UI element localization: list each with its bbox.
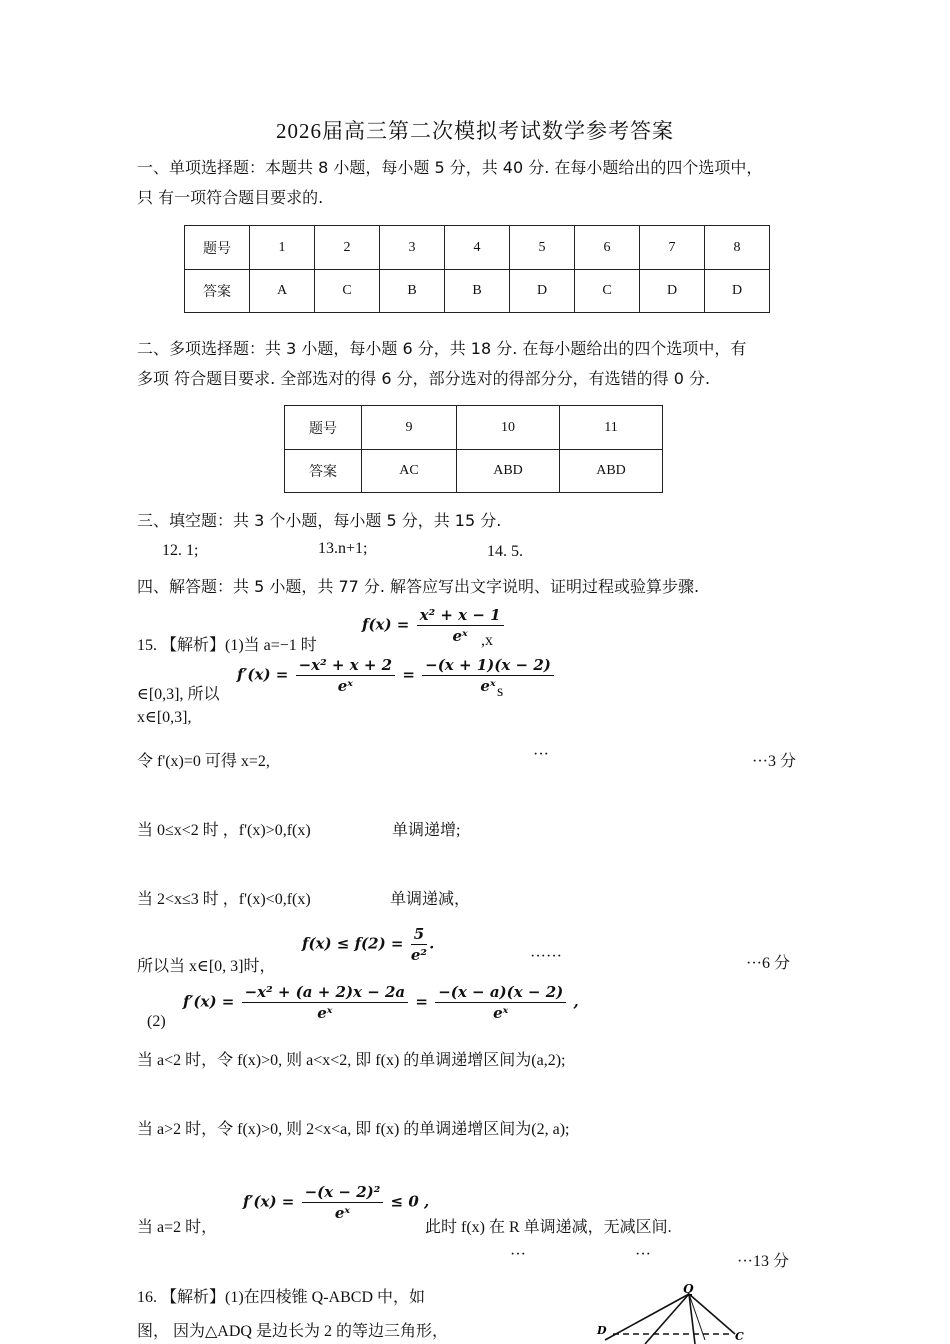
answer-cell: C (575, 270, 640, 313)
section2-heading-line1: 二、多项选择题：共 3 小题，每小题 6 分，共 18 分. 在每小题给出的四个选项中，有 (137, 339, 747, 358)
answer-cell: AC (362, 450, 457, 493)
vertex-label-q: Q (683, 1282, 694, 1296)
question-number: 4 (445, 226, 510, 270)
fraction-denominator: eˣ (452, 627, 468, 645)
q15-case-a-greater-2: 当 a>2 时，令 f(x)>0, 则 2<x<a, 即 f(x) 的单调递增区间为(2, a); (137, 1121, 570, 1138)
dots: ··· (635, 1246, 651, 1263)
q15-max-prefix: 所以当 x∈[0, 3]时， (137, 958, 276, 975)
edge-qd (605, 1294, 689, 1340)
q15-increasing-suffix: 单调递增; (392, 822, 461, 839)
q15-derivative: f′(x) = $\frac{\text{−x² + x + 2}}{\text{eˣ}}$ = $\frac{-(x + 1)(x - 2)}{\text{eˣ}}$ (237, 656, 556, 695)
q15-case-a-equal-2-prefix: 当 a=2 时， (137, 1219, 218, 1236)
question-number: 7 (640, 226, 705, 270)
question-number: 6 (575, 226, 640, 270)
q15-domain2: x∈[0,3], (137, 709, 192, 726)
fraction-numerator: −(x + 1)(x − 2) (422, 656, 554, 676)
fraction-denominator: eˣ (337, 677, 353, 695)
answer-cell: D (640, 270, 705, 313)
table-row-label: 题号 (185, 226, 250, 270)
question-number: 5 (510, 226, 575, 270)
question-number: 3 (380, 226, 445, 270)
section4-heading: 四、解答题：共 5 小题，共 77 分. 解答应写出文字说明、证明过程或验算步骤. (137, 577, 700, 596)
table-row (285, 450, 663, 493)
math-lhs: f′(x) = (243, 1192, 295, 1211)
q15-case3-derivative (243, 1183, 429, 1222)
vertex-label-d: D (597, 1324, 607, 1337)
q15-decreasing-suffix: 单调递减， (390, 891, 471, 908)
pyramid-figure (585, 1282, 765, 1344)
q15-decreasing-prefix: 当 2<x≤3 时 ，f'(x)<0,f(x) (137, 891, 311, 908)
section2-heading-line2: 多项 符合题目要求. 全部选对的得 6 分，部分选对的得部分分，有选错的得 0 分. (137, 369, 711, 388)
q15-zero-line: 令 f'(x)=0 可得 x=2, (137, 753, 270, 770)
table-row-label: 答案 (285, 450, 362, 493)
q15-after-f: ,x (481, 632, 493, 649)
math-period: . (429, 934, 435, 953)
question-number: 9 (362, 406, 457, 450)
fraction-denominator: eˣ (480, 677, 496, 695)
vertex-label-c: C (735, 1330, 744, 1343)
section1-answer-table (184, 225, 770, 313)
table-row (285, 406, 663, 450)
q15-max-expression (302, 925, 434, 964)
answer-14: 14. 5. (487, 543, 523, 560)
answer-cell: ABD (457, 450, 560, 493)
table-row-label: 题号 (285, 406, 362, 450)
q15-case-a-equal-2-suffix: 此时 f(x) 在 R 单调递减，无减区间. (425, 1219, 672, 1236)
table-row (185, 270, 770, 313)
answer-cell: D (510, 270, 575, 313)
q15-part2-derivative: f′(x) = $\frac{\text{−x² + (a + 2)x − 2a}}{\text{eˣ}}$ = $\frac{-(x - a)(x - 2)}{\text{eˣ}}$ , (183, 983, 579, 1022)
fraction-denominator: eˣ (317, 1004, 333, 1022)
dots: ··· (533, 746, 549, 763)
q15-domain-prefix: ∈[0,3], 所以 (137, 686, 220, 703)
table-row-label: 答案 (185, 270, 250, 313)
q15-increasing-prefix: 当 0≤x<2 时 ，f'(x)>0,f(x) (137, 822, 311, 839)
dots: ··· (510, 1246, 526, 1263)
q15-intro: 15. 【解析】(1)当 a=−1 时 (137, 637, 317, 654)
score-mark: ···6 分 (746, 955, 790, 972)
section1-heading-line2: 只 有一项符合题目要求的. (137, 188, 324, 207)
answer-cell: ABD (560, 450, 663, 493)
answer-cell: A (250, 270, 315, 313)
fraction-numerator: x² + x − 1 (417, 606, 504, 626)
fraction-numerator: −x² + x + 2 (296, 656, 396, 676)
q15-case-a-less-2: 当 a<2 时，令 f(x)>0, 则 a<x<2, 即 f(x) 的单调递增区间为(a,2); (137, 1052, 566, 1069)
q16-line2: 图， 因为△ADQ 是边长为 2 的等边三角形， (137, 1323, 448, 1340)
answer-cell: D (705, 270, 770, 313)
q15-f-definition: f(x) = $\frac{\text{x² + x − 1}}{\text{eˣ}}$ (362, 606, 506, 645)
math-lhs: f(x) ≤ f(2) = (302, 934, 404, 953)
math-rhs: ≤ 0 , (390, 1192, 430, 1211)
fraction-denominator: eˣ (493, 1004, 509, 1022)
edge-qa (645, 1294, 689, 1344)
answer-13: 13.n+1; (318, 540, 368, 557)
section1-heading-line1: 一、单项选择题：本题共 8 小题，每小题 5 分，共 40 分. 在每小题给出的四个选项中， (137, 158, 763, 177)
table-row (185, 226, 770, 270)
q15-s-char: s (497, 683, 504, 700)
fraction-denominator: eˣ (334, 1204, 351, 1222)
section2-answer-table (284, 405, 663, 493)
question-number: 10 (457, 406, 560, 450)
question-number: 8 (705, 226, 770, 270)
math-lhs: f′(x) = (237, 665, 289, 684)
fraction-denominator: e² (410, 946, 427, 964)
answer-cell: C (315, 270, 380, 313)
fraction-numerator: −(x − a)(x − 2) (435, 983, 566, 1003)
fraction-numerator: 5 (411, 925, 427, 945)
page-title: 2026届高三第二次模拟考试数学参考答案 (276, 119, 674, 143)
answer-12: 12. 1; (162, 542, 199, 559)
answer-cell: B (445, 270, 510, 313)
q16-line1: 16. 【解析】(1)在四棱锥 Q-ABCD 中，如 (137, 1289, 425, 1306)
section3-heading: 三、填空题：共 3 个小题，每小题 5 分，共 15 分. (137, 511, 502, 530)
score-mark: ···3 分 (752, 753, 796, 770)
question-number: 1 (250, 226, 315, 270)
question-number: 11 (560, 406, 663, 450)
fraction-numerator: −(x − 2)² (302, 1183, 384, 1203)
score-mark: ···13 分 (737, 1253, 789, 1270)
question-number: 2 (315, 226, 380, 270)
fraction-numerator: −x² + (a + 2)x − 2a (242, 983, 409, 1003)
q15-part2-label: (2) (147, 1013, 166, 1030)
math-lhs: f′(x) = (183, 992, 235, 1011)
dots: ······ (530, 948, 562, 965)
answer-cell: B (380, 270, 445, 313)
